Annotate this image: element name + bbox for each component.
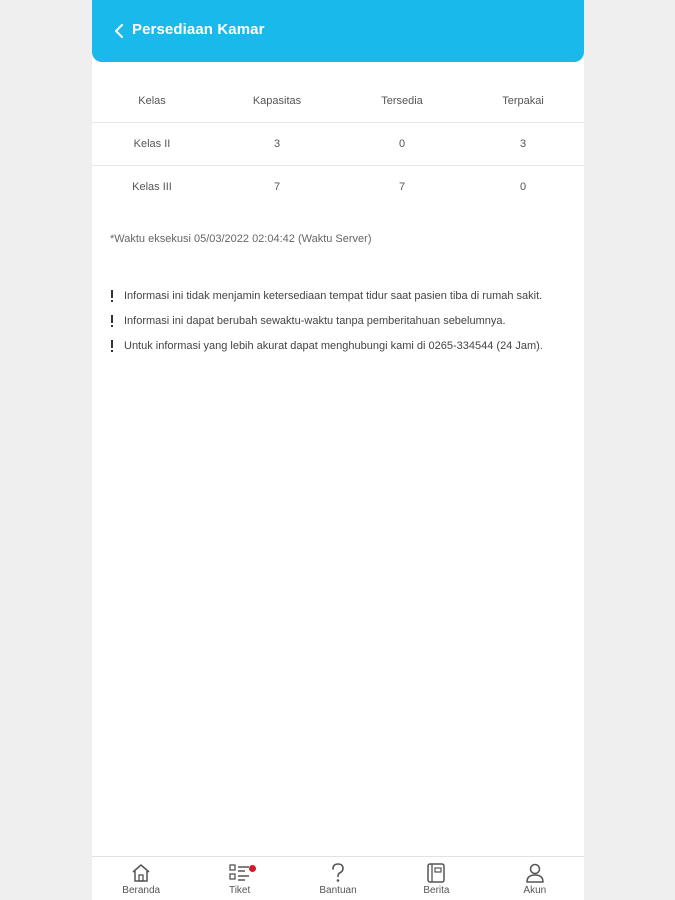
nav-item-akun[interactable] bbox=[486, 857, 584, 900]
ticket-list-icon bbox=[229, 862, 251, 883]
exclamation-icon bbox=[110, 340, 124, 352]
notification-badge bbox=[249, 865, 256, 872]
info-text: Informasi ini dapat berubah sewaktu-waktu tanpa pemberitahuan sebelumnya. bbox=[124, 314, 506, 327]
table-cell-kelas: Kelas II bbox=[133, 138, 171, 150]
table-cell-terpakai: 0 bbox=[519, 181, 527, 193]
table-cell-tersedia: 7 bbox=[398, 181, 406, 193]
page-title: Persediaan Kamar bbox=[132, 21, 265, 38]
column-header-kapasitas: Kapasitas bbox=[252, 95, 302, 107]
info-text: Untuk informasi yang lebih akurat dapat menghubungi kami di 0265-334544 (24 Jam). bbox=[124, 339, 543, 352]
column-header-tersedia: Tersedia bbox=[381, 95, 423, 107]
info-item bbox=[110, 283, 543, 308]
info-list bbox=[110, 283, 543, 358]
table-cell-kelas: Kelas III bbox=[132, 181, 172, 193]
news-icon bbox=[426, 862, 446, 883]
home-icon bbox=[131, 862, 151, 883]
question-icon bbox=[331, 862, 345, 883]
table-cell-kapasitas: 3 bbox=[273, 138, 281, 150]
nav-label: Berita bbox=[423, 885, 450, 896]
nav-item-beranda[interactable] bbox=[92, 857, 190, 900]
nav-label: Bantuan bbox=[319, 885, 357, 896]
exclamation-icon bbox=[110, 315, 124, 327]
room-availability-table bbox=[92, 80, 584, 208]
table-row bbox=[92, 166, 584, 208]
nav-label: Beranda bbox=[122, 885, 161, 896]
back-button[interactable] bbox=[108, 19, 130, 43]
column-header-kelas: Kelas bbox=[138, 95, 166, 107]
table-header-row bbox=[92, 80, 584, 123]
table-cell-tersedia: 0 bbox=[398, 138, 406, 150]
info-item bbox=[110, 333, 543, 358]
app-header bbox=[92, 0, 584, 62]
nav-label: Tiket bbox=[228, 885, 251, 896]
info-text: Informasi ini tidak menjamin ketersediaan tempat tidur saat pasien tiba di rumah sakit. bbox=[124, 289, 543, 302]
nav-item-berita[interactable] bbox=[387, 857, 485, 900]
exclamation-icon bbox=[110, 290, 124, 302]
table-cell-terpakai: 3 bbox=[519, 138, 527, 150]
nav-item-tiket[interactable] bbox=[190, 857, 288, 900]
table-cell-kapasitas: 7 bbox=[273, 181, 281, 193]
column-header-terpakai: Terpakai bbox=[502, 95, 544, 107]
user-icon bbox=[525, 862, 545, 883]
execution-time-note: *Waktu eksekusi 05/03/2022 02:04:42 (Waktu Server) bbox=[110, 233, 372, 245]
app-screen bbox=[92, 0, 584, 900]
chevron-left-icon bbox=[114, 24, 124, 38]
nav-item-bantuan[interactable] bbox=[289, 857, 387, 900]
table-row bbox=[92, 123, 584, 166]
bottom-navigation bbox=[92, 856, 584, 900]
info-item bbox=[110, 308, 543, 333]
nav-label: Akun bbox=[523, 885, 547, 896]
